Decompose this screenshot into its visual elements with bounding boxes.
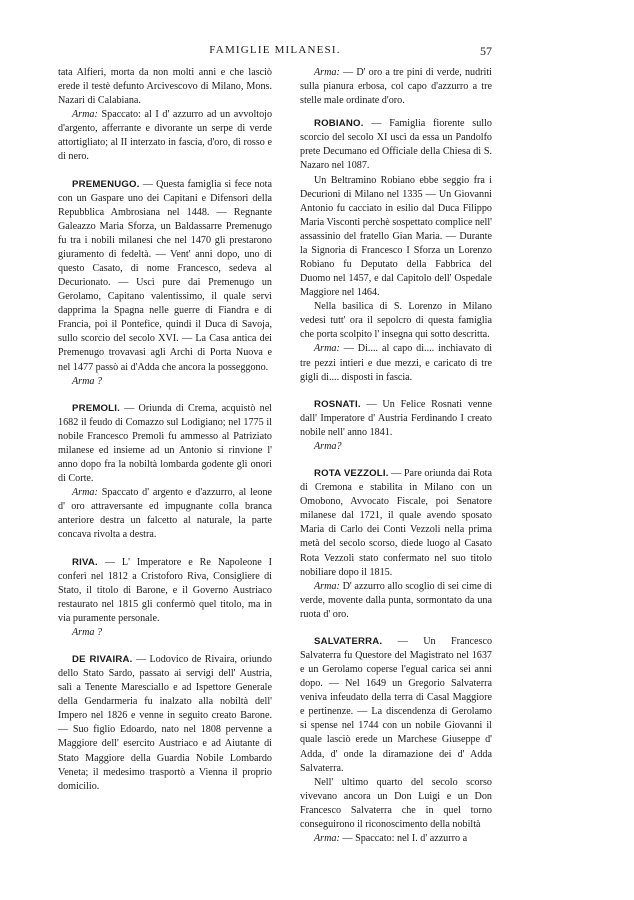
arma-label: Arma: bbox=[314, 580, 340, 592]
arma-label: Arma: bbox=[72, 109, 98, 121]
header-title: FAMIGLIE MILANESI. bbox=[209, 44, 341, 56]
intro-arma-right bbox=[300, 66, 492, 108]
right-column bbox=[300, 66, 492, 846]
entry-heading: SALVATERRA. bbox=[314, 635, 383, 647]
entry-rota-vezzoli bbox=[300, 467, 492, 580]
entry-heading: PREMOLI. bbox=[72, 402, 120, 414]
entry-de-rivaira bbox=[58, 653, 272, 794]
page-number: 57 bbox=[480, 44, 492, 58]
riva-arma: Arma ? bbox=[72, 626, 103, 638]
arma-label: Arma: bbox=[314, 832, 340, 844]
entry-heading: RIVA. bbox=[72, 556, 98, 568]
salvaterra-paragraph-2: Nell' ultimo quarto del secolo scorso vivevano ancora un Don Luigi e un Don Francesco Salvaterra che in quel torno conseguirono il riconoscimento della nobiltà bbox=[300, 776, 492, 830]
entry-text: — Oriunda di Crema, acquistò nel 1682 il feudo di Comazzo sul Lodigiano; nel 1775 il nobile Francesco Premoli fu ammesso al Patriziato milanese ed insieme ad un Antonio si rinvione l' anno dopo fra la nobiltà lombarda godente gli onori di Corte. bbox=[58, 402, 272, 485]
entry-text: — Un Francesco Salvaterra fu Questore del Magistrato nel 1637 e un Gerolamo coperse l'egual carica sei anni dopo. — Nel 1649 un Gregorio Salvaterra veniva infeudato della terra di Casal Maggiore e pertinenze. — La discendenza di Gerolamo si spense nel 1744 con un nobile Giovanni il quale lasciò erede un Marchese Giuseppe d' Adda, d' onde la diramazione dei d' Adda Salvaterra. bbox=[300, 635, 493, 774]
entry-rosnati bbox=[300, 398, 492, 440]
rosnati-arma: Arma? bbox=[314, 440, 342, 452]
left-column bbox=[58, 66, 272, 794]
premenugo-arma: Arma ? bbox=[72, 375, 103, 387]
arma-label: Arma: bbox=[314, 67, 340, 78]
salvaterra-arma bbox=[300, 832, 492, 846]
entry-premenugo bbox=[58, 178, 272, 375]
premoli-arma bbox=[58, 486, 272, 542]
entry-text: — Lodovico de Rivaira, oriundo dello Stato Sardo, passato ai servigi dell' Austria, salì a Tenente Maresciallo e ad Ispettore Generale della Gendarmeria fu inalzato alla nobiltà dell' Impero nel 1826 e venne in seguito creato Barone. — Suo figlio Edoardo, nato nel 1808 pervenne a Maggiore dell' esercito Austriaco e ad Aiutante di Stato Maggiore della Guardia Nobile Lombardo Veneta; il medesimo trasportò a Vienna il proprio domicilio. bbox=[58, 653, 272, 792]
running-header bbox=[58, 44, 492, 62]
entry-text: — Questa famiglia si fece nota con un Gaspare uno dei Capitani e Difensori della Repubblica Ambrosiana nel 1448. — Regnante Galeazzo Maria Sforza, un Baldassarre Premenugo fu tra i nobili milanesi che nel 1470 gli prestarono giuramento di fedeltà. — Vent' anni dopo, uno di questo Casato, di nome Francesco, sedeva al Decurionato. — Uscì pure dai Premenugo un Gerolamo, Capitano valentissimo, il quale servì dapprima la Spagna nelle guerre di Fiandra e di Francia, poi il Pontefice, quindi il Duca di Savoja, sullo scorcio del secolo XVI. — La Casa antica dei Premenugo trovavasi agli Archi di Porta Nuova e nel 1477 passò ai d'Adda che ancora la posseggono. bbox=[58, 178, 272, 373]
intro-paragraph: tata Alfieri, morta da non molti anni e che lasciò erede il testè defunto Arcivescovo di Milano, Mons. Nazari di Calabiana. bbox=[58, 67, 272, 107]
entry-text: — Pare oriunda dai Rota di Cremona e stabilita in Milano con un Omobono, Avvocato Fiscale, poi Senatore milanese dal 1721, il quale avendo sposato Maria di Carlo dei Conti Vezzoli nella prima metà del secolo scorso, diede luogo al Casato Rota Vezzoli stato confermato nel suo titolo nobiliare dopo il 1815. bbox=[300, 468, 492, 578]
robiano-paragraph-2: Un Beltramino Robiano ebbe seggio fra i Decurioni di Milano nel 1335 — Un Giovanni Antonio fu cacciato in esilio dal Duca Filippo Maria Visconti perchè sospettato complice nell' assassinio del fratello Gian Maria. — Durante la Signoria di Francesco I Sforza un Lorenzo Robiano fu Deputato della Fabbrica del Duomo nel 1457, e dal Capitolo dell' Ospedale Maggiore nel 1464. bbox=[300, 174, 492, 299]
arma-label: Arma: bbox=[72, 487, 98, 499]
entry-heading: ROSNATI. bbox=[314, 398, 361, 410]
entry-text: — Famiglia fiorente sullo scorcio del secolo XI uscì da essa un Pandolfo prete Decumano ed Officiale della Chiesa di S. Nazaro nel 1087. bbox=[300, 118, 492, 172]
intro-arma bbox=[58, 108, 272, 164]
entry-robiano bbox=[300, 117, 492, 173]
entry-premoli bbox=[58, 402, 272, 486]
arma-text: — D' oro a tre pini di verde, nudriti sulla pianura erbosa, col capo d'azzurro a tre stelle male ordinate d'oro. bbox=[300, 67, 492, 107]
entry-heading: ROBIANO. bbox=[314, 118, 364, 130]
arma-text: Spaccato: al I d' azzurro ad un avvoltojo d'argento, afferrante e divorante un serpe di verde attortigliato; al II interzato in fascia, d'oro, di rosso e di nero. bbox=[58, 109, 273, 163]
entry-salvaterra bbox=[300, 635, 492, 776]
entry-riva bbox=[58, 556, 272, 626]
arma-text: D' azzurro allo scoglio di sei cime di verde, movente dalla punta, sormontato da una ruota d' oro. bbox=[300, 580, 493, 620]
arma-label: Arma: bbox=[314, 343, 340, 355]
rota-arma bbox=[300, 580, 492, 622]
robiano-paragraph-3: Nella basilica di S. Lorenzo in Milano vedesi tutt' ora il sepolcro di questa famiglia che porta scolpito l' insegna qui sotto descritta. bbox=[300, 301, 492, 341]
entry-text: — L' Imperatore e Re Napoleone I conferì nel 1812 a Cristoforo Riva, Consigliere di Stato, il titolo di Barone, e il Governo Austriaco restaurato nel 1815 gli confermò quel titolo, ma in via puramente personale. bbox=[58, 556, 273, 624]
entry-heading: ROTA VEZZOLI. bbox=[314, 468, 389, 480]
robiano-arma bbox=[300, 342, 492, 384]
entry-heading: DE RIVAIRA. bbox=[72, 653, 133, 665]
entry-heading: PREMENUGO. bbox=[72, 178, 140, 190]
arma-text: — Di.... al capo di.... inchiavato di tre pezzi intieri e due mezzi, e caricato di tre gigli di.... disposti in fascia. bbox=[300, 343, 493, 383]
arma-text: Spaccato d' argento e d'azzurro, al leone d' oro attraversante ed impugnante colla branca anteriore destra un falcetto al naturale, la parte concava rivolta a destra. bbox=[58, 487, 272, 541]
arma-text: — Spaccato: nel I. d' azzurro a bbox=[342, 832, 468, 844]
entry-text: — Un Felice Rosnati venne dall' Imperatore d' Austria Ferdinando I creato nobile nell' anno 1841. bbox=[300, 398, 492, 438]
